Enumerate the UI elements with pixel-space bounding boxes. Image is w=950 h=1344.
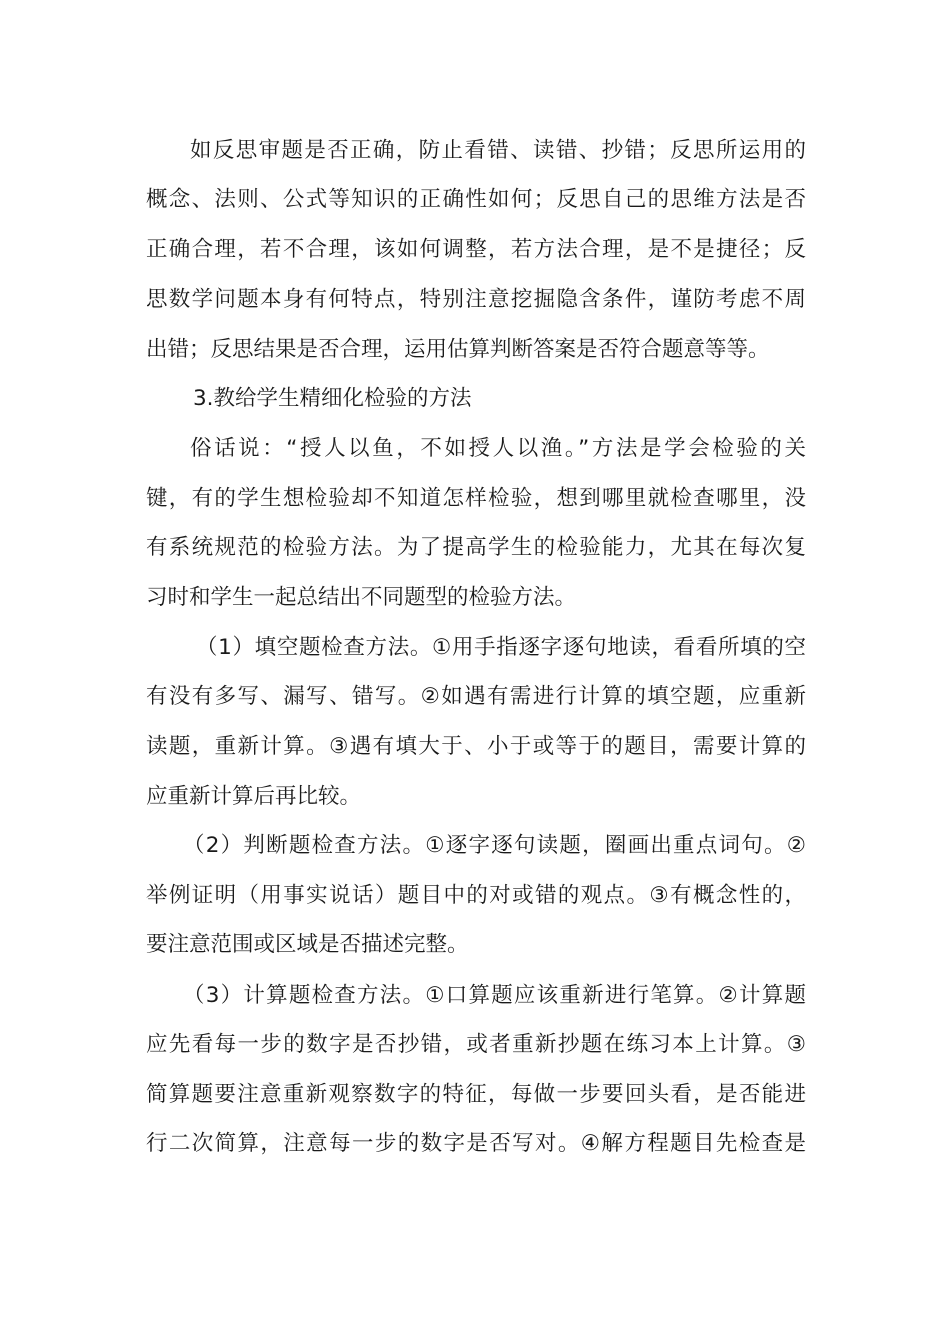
- paragraph-3-line-4: 应重新计算后再比较。: [146, 784, 362, 809]
- paragraph-1-line-2: 概念、法则、公式等知识的正确性如何；反思自己的思维方法是否: [146, 187, 806, 212]
- paragraph-1-line-4: 思数学问题本身有何特点，特别注意挖掘隐含条件，谨防考虑不周: [146, 287, 806, 312]
- paragraph-3-line-3: 读题，重新计算。③遇有填大于、小于或等于的题目，需要计算的: [146, 734, 806, 759]
- paragraph-3-line-1: （1）填空题检查方法。①用手指逐字逐句地读，看看所填的空: [196, 635, 806, 660]
- paragraph-1-line-3: 正确合理，若不合理，该如何调整，若方法合理，是不是捷径；反: [146, 237, 806, 262]
- paragraph-5-line-4: 行二次简算，注意每一步的数字是否写对。④解方程题目先检查是: [146, 1131, 806, 1156]
- paragraph-5-line-2: 应先看每一步的数字是否抄错，或者重新抄题在练习本上计算。③: [146, 1032, 806, 1057]
- paragraph-2-line-1: 俗话说：“授人以鱼，不如授人以渔。”方法是学会检验的关: [190, 436, 806, 461]
- paragraph-3-line-2: 有没有多写、漏写、错写。②如遇有需进行计算的填空题，应重新: [146, 684, 806, 709]
- paragraph-5-line-3: 简算题要注意重新观察数字的特征，每做一步要回头看，是否能进: [146, 1082, 806, 1107]
- paragraph-4-line-2: 举例证明（用事实说话）题目中的对或错的观点。③有概念性的，: [146, 883, 806, 908]
- paragraph-4-line-1: （2）判断题检查方法。①逐字逐句读题，圈画出重点词句。②: [183, 833, 806, 858]
- paragraph-2-line-3: 有系统规范的检验方法。为了提高学生的检验能力，尤其在每次复: [146, 535, 806, 560]
- paragraph-2-line-4: 习时和学生一起总结出不同题型的检验方法。: [146, 585, 577, 610]
- section-heading: 3.教给学生精细化检验的方法: [193, 386, 472, 411]
- paragraph-1-line-5: 出错；反思结果是否合理，运用估算判断答案是否符合题意等等。: [146, 337, 770, 362]
- paragraph-1-line-1: 如反思审题是否正确，防止看错、读错、抄错；反思所运用的: [190, 138, 806, 163]
- paragraph-4-line-3: 要注意范围或区域是否描述完整。: [146, 932, 469, 957]
- paragraph-2-line-2: 键，有的学生想检验却不知道怎样检验，想到哪里就检查哪里，没: [146, 486, 806, 511]
- paragraph-5-line-1: （3）计算题检查方法。①口算题应该重新进行笔算。②计算题: [183, 983, 806, 1008]
